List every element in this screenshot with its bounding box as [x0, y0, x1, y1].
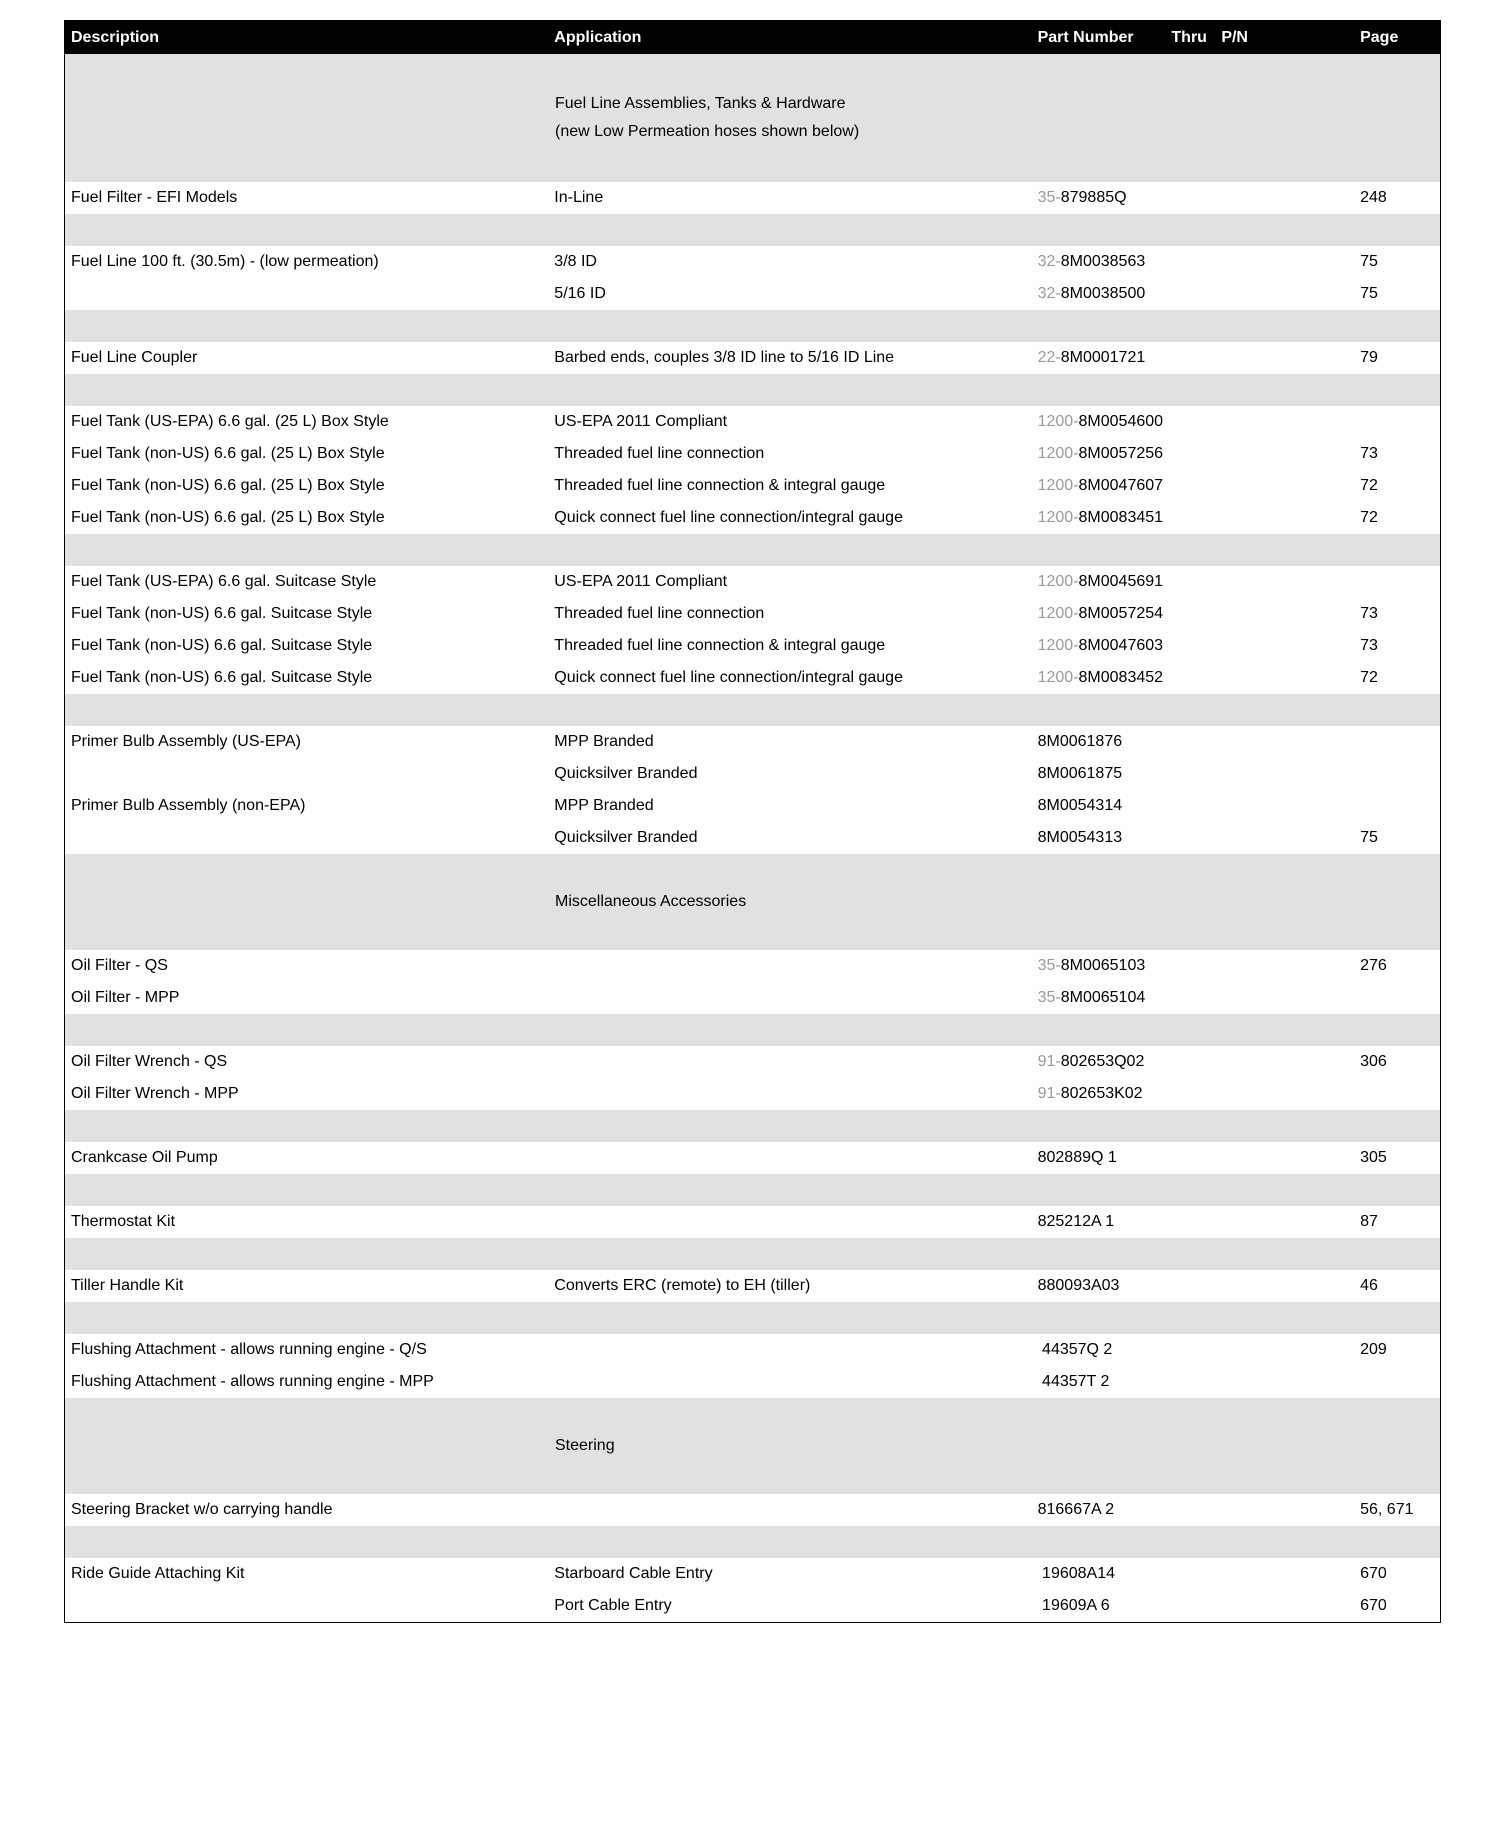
part-number: 19608A14 — [1037, 1565, 1115, 1582]
section-title-line: Fuel Line Assemblies, Tanks & Hardware — [555, 95, 846, 112]
part-prefix: 1200- — [1037, 413, 1079, 430]
part-number-cell — [1032, 733, 1172, 751]
part-number: 44357T 2 — [1037, 1373, 1110, 1390]
page-cell: 56, 671 — [1360, 1501, 1414, 1518]
part-number-cell — [1032, 1053, 1172, 1071]
part-number-cell — [1032, 989, 1172, 1007]
part-prefix: 91- — [1037, 1085, 1061, 1102]
table-row — [65, 1494, 1440, 1526]
part-number-cell — [1032, 1213, 1172, 1231]
part-number-cell — [1032, 1341, 1172, 1359]
page-cell: 276 — [1360, 957, 1387, 974]
description-cell: Oil Filter Wrench - MPP — [71, 1085, 239, 1102]
application-cell: In-Line — [554, 189, 604, 206]
part-prefix: 91- — [1037, 1053, 1061, 1070]
part-number: 8M0061875 — [1037, 765, 1123, 782]
application-cell: Threaded fuel line connection & integral gauge — [554, 637, 886, 654]
part-number-cell — [1032, 509, 1172, 527]
page-cell: 248 — [1360, 189, 1387, 206]
part-number: 8M0038500 — [1060, 285, 1146, 302]
page-cell: 75 — [1360, 253, 1378, 270]
part-number-cell — [1032, 413, 1172, 431]
description-cell: Oil Filter Wrench - QS — [71, 1053, 228, 1070]
table-row — [65, 566, 1440, 598]
part-number: 8M0001721 — [1060, 349, 1146, 366]
section-title — [549, 1437, 1033, 1455]
part-prefix: 1200- — [1037, 637, 1079, 654]
part-number-cell — [1032, 573, 1172, 591]
part-number-cell — [1032, 957, 1172, 975]
table-row — [65, 1142, 1440, 1174]
table-row — [65, 342, 1440, 374]
part-number-cell — [1032, 253, 1172, 271]
description-cell: Fuel Tank (non-US) 6.6 gal. (25 L) Box Style — [71, 509, 385, 526]
part-prefix: 1200- — [1037, 509, 1079, 526]
spacer-row — [65, 1174, 1440, 1206]
part-number-cell — [1032, 669, 1172, 687]
description-cell: Fuel Tank (non-US) 6.6 gal. (25 L) Box Style — [71, 445, 385, 462]
part-prefix: 35- — [1037, 189, 1061, 206]
page-cell: 209 — [1360, 1341, 1387, 1358]
description-cell: Fuel Line 100 ft. (30.5m) - (low permeation) — [71, 253, 379, 270]
application-cell: US-EPA 2011 Compliant — [554, 573, 728, 590]
description-cell: Primer Bulb Assembly (non-EPA) — [71, 797, 306, 814]
table-header — [65, 21, 1440, 54]
part-number: 8M0054313 — [1037, 829, 1123, 846]
table-row — [65, 630, 1440, 662]
application-cell: Starboard Cable Entry — [554, 1565, 713, 1582]
part-number-cell — [1032, 765, 1172, 783]
table-row — [65, 1590, 1440, 1622]
part-number: 802653K02 — [1060, 1085, 1143, 1102]
table-row — [65, 1078, 1440, 1110]
description-cell: Crankcase Oil Pump — [71, 1149, 218, 1166]
part-number: 8M0061876 — [1037, 733, 1123, 750]
description-cell: Fuel Tank (US-EPA) 6.6 gal. Suitcase Style — [71, 573, 377, 590]
application-cell: 5/16 ID — [554, 285, 606, 302]
description-cell: Tiller Handle Kit — [71, 1277, 184, 1294]
part-prefix: 32- — [1037, 285, 1061, 302]
description-cell: Primer Bulb Assembly (US-EPA) — [71, 733, 301, 750]
page-cell: 79 — [1360, 349, 1378, 366]
application-cell: MPP Branded — [554, 733, 654, 750]
header-description: Description — [71, 28, 160, 46]
spacer-row — [65, 694, 1440, 726]
description-cell: Fuel Tank (non-US) 6.6 gal. (25 L) Box Style — [71, 477, 385, 494]
part-prefix: 1200- — [1037, 573, 1079, 590]
part-number: 8M0065103 — [1060, 957, 1146, 974]
description-cell: Oil Filter - QS — [71, 957, 168, 974]
application-cell: Threaded fuel line connection — [554, 605, 765, 622]
section-heading-row — [65, 1398, 1440, 1494]
spacer-row — [65, 1110, 1440, 1142]
table-row — [65, 950, 1440, 982]
spacer-row — [65, 1238, 1440, 1270]
page-cell: 670 — [1360, 1565, 1387, 1582]
part-number: 802889Q 1 — [1037, 1149, 1117, 1166]
table-row — [65, 1366, 1440, 1398]
part-number: 8M0054600 — [1078, 413, 1164, 430]
page-cell: 46 — [1360, 1277, 1378, 1294]
part-prefix: 1200- — [1037, 605, 1079, 622]
part-number-cell — [1032, 189, 1172, 207]
part-number: 8M0083452 — [1078, 669, 1164, 686]
description-cell: Flushing Attachment - allows running engine - Q/S — [71, 1341, 427, 1358]
application-cell: MPP Branded — [554, 797, 654, 814]
page-cell: 670 — [1360, 1597, 1387, 1614]
part-number: 8M0045691 — [1078, 573, 1164, 590]
application-cell: US-EPA 2011 Compliant — [554, 413, 728, 430]
part-number: 44357Q 2 — [1037, 1341, 1113, 1358]
spacer-row — [65, 1302, 1440, 1334]
part-number: 825212A 1 — [1037, 1213, 1115, 1230]
section-title-line: Steering — [555, 1437, 615, 1454]
application-cell: Barbed ends, couples 3/8 ID line to 5/16 ID Line — [554, 349, 895, 366]
description-cell: Oil Filter - MPP — [71, 989, 180, 1006]
part-prefix: 35- — [1037, 989, 1061, 1006]
part-number: 8M0038563 — [1060, 253, 1146, 270]
description-cell: Thermostat Kit — [71, 1213, 176, 1230]
parts-table — [64, 20, 1441, 1623]
part-number-cell — [1032, 1597, 1172, 1615]
part-prefix: 1200- — [1037, 445, 1079, 462]
spacer-row — [65, 534, 1440, 566]
table-row — [65, 982, 1440, 1014]
part-number-cell — [1032, 349, 1172, 367]
page-cell: 72 — [1360, 669, 1378, 686]
page-cell: 72 — [1360, 477, 1378, 494]
table-row — [65, 246, 1440, 278]
table-row — [65, 1270, 1440, 1302]
table-row — [65, 758, 1440, 790]
part-number-cell — [1032, 1085, 1172, 1103]
part-number: 8M0047603 — [1078, 637, 1164, 654]
header-thru: Thru — [1171, 28, 1207, 46]
part-number: 816667A 2 — [1037, 1501, 1115, 1518]
section-title — [549, 893, 1033, 911]
page-cell: 306 — [1360, 1053, 1387, 1070]
part-number: 8M0057256 — [1078, 445, 1164, 462]
part-number-cell — [1032, 1565, 1172, 1583]
spacer-row — [65, 310, 1440, 342]
part-number: 8M0057254 — [1078, 605, 1164, 622]
page-cell: 72 — [1360, 509, 1378, 526]
part-number-cell — [1032, 1501, 1172, 1519]
application-cell: Quick connect fuel line connection/integral gauge — [554, 509, 903, 526]
spacer-row — [65, 374, 1440, 406]
part-number: 8M0065104 — [1060, 989, 1146, 1006]
description-cell: Fuel Filter - EFI Models — [71, 189, 238, 206]
page-cell: 73 — [1360, 445, 1378, 462]
application-cell: Threaded fuel line connection & integral gauge — [554, 477, 886, 494]
part-number: 880093A03 — [1037, 1277, 1120, 1294]
description-cell: Steering Bracket w/o carrying handle — [71, 1501, 333, 1518]
application-cell: Quicksilver Branded — [554, 829, 698, 846]
part-number-cell — [1032, 637, 1172, 655]
part-number: 879885Q — [1060, 189, 1127, 206]
spacer-row — [65, 214, 1440, 246]
header-pn: P/N — [1221, 28, 1248, 46]
description-cell: Ride Guide Attaching Kit — [71, 1565, 245, 1582]
part-number-cell — [1032, 477, 1172, 495]
header-part-number: Part Number — [1037, 28, 1134, 46]
part-prefix: 22- — [1037, 349, 1061, 366]
table-row — [65, 470, 1440, 502]
table-row — [65, 726, 1440, 758]
page-cell: 75 — [1360, 829, 1378, 846]
description-cell: Fuel Tank (non-US) 6.6 gal. Suitcase Style — [71, 669, 373, 686]
part-number-cell — [1032, 285, 1172, 303]
description-cell: Fuel Tank (US-EPA) 6.6 gal. (25 L) Box Style — [71, 413, 389, 430]
description-cell: Fuel Tank (non-US) 6.6 gal. Suitcase Style — [71, 605, 373, 622]
page-cell: 75 — [1360, 285, 1378, 302]
application-cell: Quicksilver Branded — [554, 765, 698, 782]
description-cell: Flushing Attachment - allows running engine - MPP — [71, 1373, 434, 1390]
header-application: Application — [554, 28, 642, 46]
part-number: 802653Q02 — [1060, 1053, 1145, 1070]
description-cell: Fuel Tank (non-US) 6.6 gal. Suitcase Style — [71, 637, 373, 654]
part-prefix: 1200- — [1037, 669, 1079, 686]
table-row — [65, 662, 1440, 694]
table-row — [65, 1558, 1440, 1590]
description-cell: Fuel Line Coupler — [71, 349, 198, 366]
section-heading-row — [65, 854, 1440, 950]
table-row — [65, 502, 1440, 534]
part-prefix: 1200- — [1037, 477, 1079, 494]
header-page: Page — [1360, 28, 1399, 46]
part-number-cell — [1032, 829, 1172, 847]
section-title — [549, 95, 1033, 141]
application-cell: Threaded fuel line connection — [554, 445, 765, 462]
spacer-row — [65, 1014, 1440, 1046]
part-number-cell — [1032, 797, 1172, 815]
part-number-cell — [1032, 1149, 1172, 1167]
application-cell: Converts ERC (remote) to EH (tiller) — [554, 1277, 811, 1294]
table-row — [65, 598, 1440, 630]
table-row — [65, 278, 1440, 310]
table-row — [65, 822, 1440, 854]
part-number: 8M0083451 — [1078, 509, 1164, 526]
part-number-cell — [1032, 605, 1172, 623]
application-cell: Quick connect fuel line connection/integral gauge — [554, 669, 903, 686]
part-number-cell — [1032, 1373, 1172, 1391]
part-prefix: 35- — [1037, 957, 1061, 974]
table-row — [65, 1046, 1440, 1078]
spacer-row — [65, 1526, 1440, 1558]
table-row — [65, 406, 1440, 438]
table-row — [65, 1334, 1440, 1366]
section-heading-row — [65, 54, 1440, 182]
page-cell: 73 — [1360, 605, 1378, 622]
part-number: 19609A 6 — [1037, 1597, 1110, 1614]
part-number: 8M0047607 — [1078, 477, 1164, 494]
section-title-line: Miscellaneous Accessories — [555, 893, 747, 910]
section-title-line: (new Low Permeation hoses shown below) — [555, 123, 860, 140]
page-cell: 305 — [1360, 1149, 1387, 1166]
page-cell: 73 — [1360, 637, 1378, 654]
part-number-cell — [1032, 445, 1172, 463]
table-row — [65, 438, 1440, 470]
table-row — [65, 790, 1440, 822]
part-number-cell — [1032, 1277, 1172, 1295]
table-body — [65, 54, 1440, 1622]
part-prefix: 32- — [1037, 253, 1061, 270]
page-cell: 87 — [1360, 1213, 1378, 1230]
application-cell: 3/8 ID — [554, 253, 597, 270]
table-row — [65, 182, 1440, 214]
table-row — [65, 1206, 1440, 1238]
part-number: 8M0054314 — [1037, 797, 1123, 814]
application-cell: Port Cable Entry — [554, 1597, 672, 1614]
